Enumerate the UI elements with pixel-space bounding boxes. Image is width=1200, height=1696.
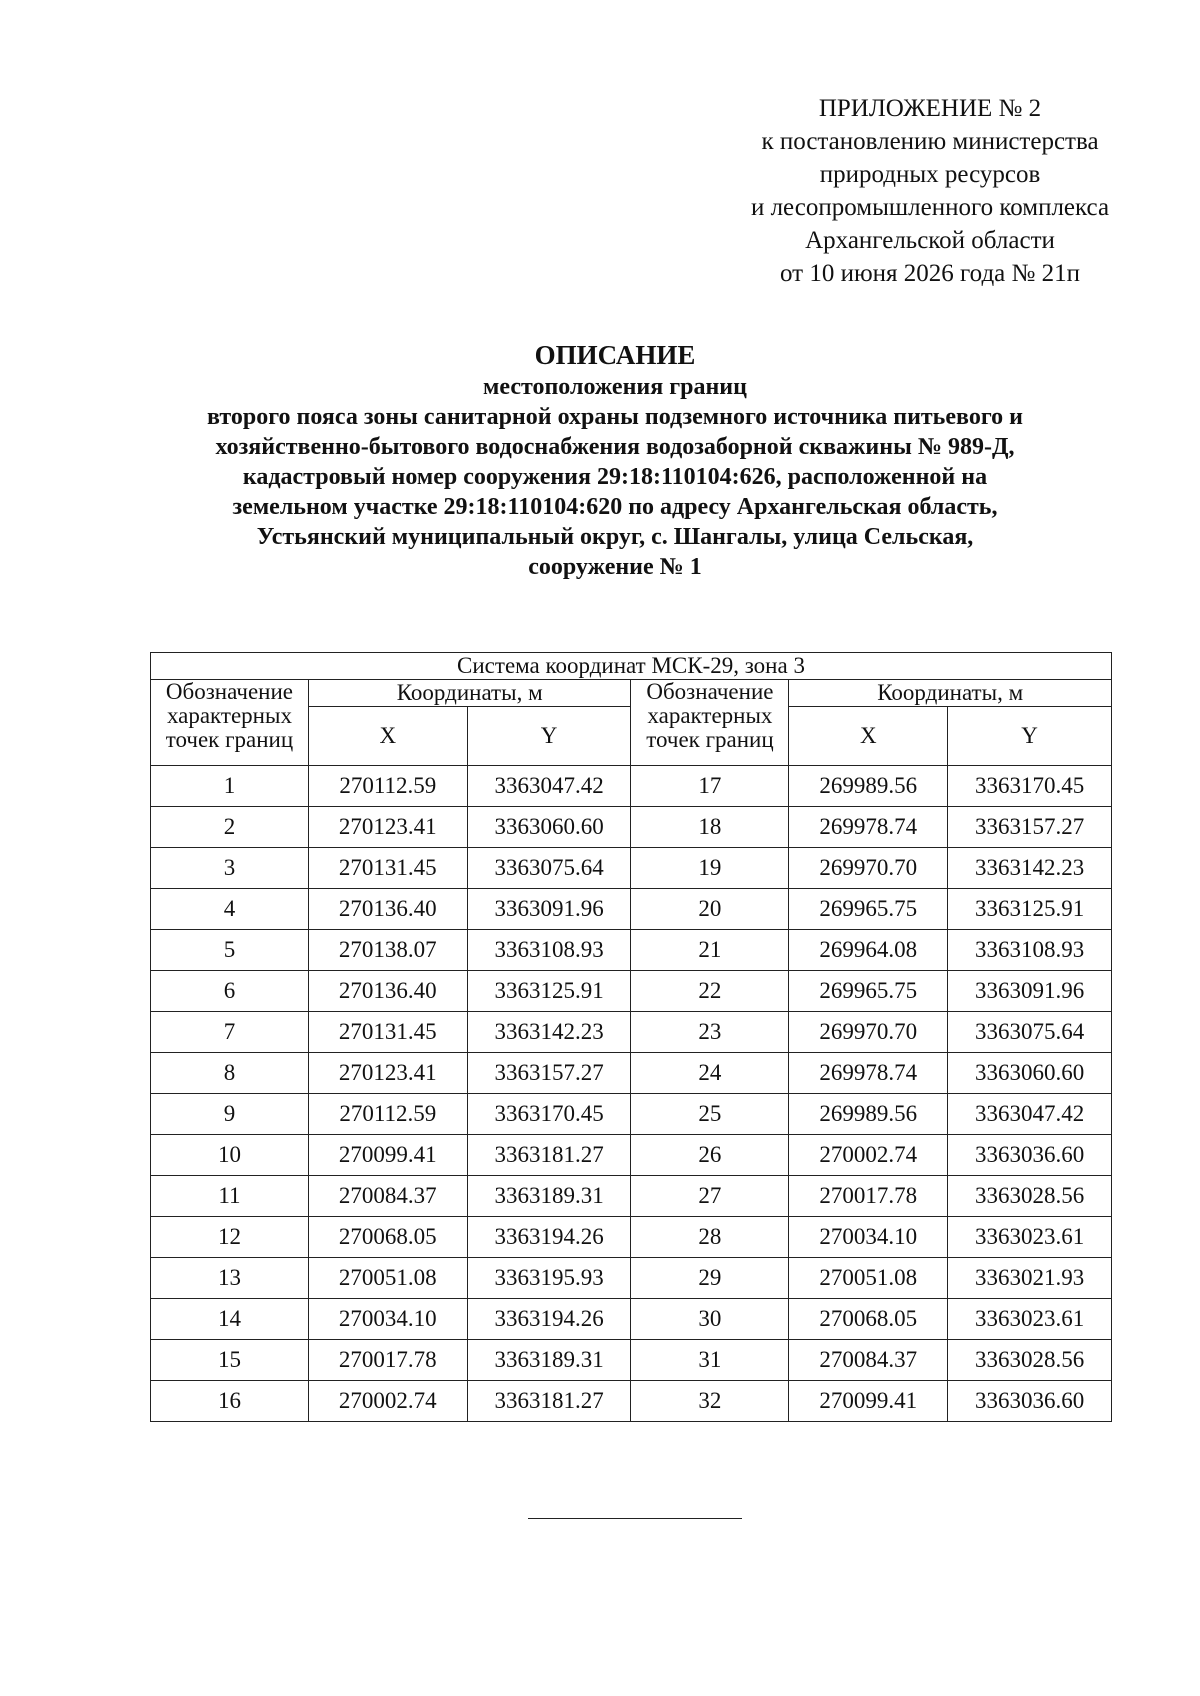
y-coordinate-cell: 3363170.45	[467, 1094, 631, 1135]
x-coordinate-cell: 270112.59	[308, 766, 467, 807]
end-rule	[528, 1518, 742, 1519]
y-coordinate-cell: 3363047.42	[948, 1094, 1112, 1135]
point-header: Обозначение характерных точек границ	[631, 680, 789, 766]
table-row	[151, 807, 1112, 848]
y-coordinate-cell: 3363125.91	[948, 889, 1112, 930]
y-coordinate-cell: 3363142.23	[467, 1012, 631, 1053]
y-coordinate-cell: 3363157.27	[948, 807, 1112, 848]
title-line: сооружение № 1	[528, 554, 702, 580]
x-coordinate-cell: 269965.75	[789, 889, 948, 930]
point-number-cell: 28	[631, 1217, 789, 1258]
point-number-cell: 27	[631, 1176, 789, 1217]
x-coordinate-cell: 269970.70	[789, 848, 948, 889]
y-coordinate-cell: 3363091.96	[948, 971, 1112, 1012]
y-coordinate-cell: 3363108.93	[467, 930, 631, 971]
title-line: второго пояса зоны санитарной охраны подземного источника питьевого и	[207, 404, 1023, 430]
x-coordinate-cell: 270099.41	[789, 1381, 948, 1422]
x-coordinate-cell: 270136.40	[308, 971, 467, 1012]
x-coordinate-cell: 270123.41	[308, 1053, 467, 1094]
point-number-cell: 30	[631, 1299, 789, 1340]
point-number-cell: 6	[151, 971, 309, 1012]
x-coordinate-cell: 270112.59	[308, 1094, 467, 1135]
document-title	[60, 338, 1170, 582]
table-row	[151, 971, 1112, 1012]
point-number-cell: 22	[631, 971, 789, 1012]
y-coordinate-cell: 3363028.56	[948, 1176, 1112, 1217]
point-number-cell: 10	[151, 1135, 309, 1176]
point-number-cell: 15	[151, 1340, 309, 1381]
y-coordinate-cell: 3363047.42	[467, 766, 631, 807]
x-coordinate-cell: 270068.05	[308, 1217, 467, 1258]
x-coordinate-cell: 269970.70	[789, 1012, 948, 1053]
title-line: хозяйственно-бытового водоснабжения водозаборной скважины № 989-Д,	[215, 434, 1015, 460]
point-number-cell: 13	[151, 1258, 309, 1299]
x-header: X	[308, 707, 467, 766]
point-number-cell: 18	[631, 807, 789, 848]
y-coordinate-cell: 3363181.27	[467, 1381, 631, 1422]
x-coordinate-cell: 270099.41	[308, 1135, 467, 1176]
y-coordinate-cell: 3363021.93	[948, 1258, 1112, 1299]
x-coordinate-cell: 269989.56	[789, 1094, 948, 1135]
y-coordinate-cell: 3363189.31	[467, 1176, 631, 1217]
annex-line: от 10 июня 2026 года № 21п	[780, 260, 1080, 287]
point-number-cell: 20	[631, 889, 789, 930]
x-coordinate-cell: 270034.10	[308, 1299, 467, 1340]
point-number-cell: 5	[151, 930, 309, 971]
table-row	[151, 1012, 1112, 1053]
point-number-cell: 12	[151, 1217, 309, 1258]
x-coordinate-cell: 270138.07	[308, 930, 467, 971]
y-coordinate-cell: 3363060.60	[948, 1053, 1112, 1094]
point-number-cell: 32	[631, 1381, 789, 1422]
coordinates-header: Координаты, м	[308, 680, 631, 707]
x-coordinate-cell: 270084.37	[308, 1176, 467, 1217]
table-row	[151, 766, 1112, 807]
x-coordinate-cell: 269989.56	[789, 766, 948, 807]
x-coordinate-cell: 270017.78	[789, 1176, 948, 1217]
annex-line: и лесопромышленного комплекса	[750, 194, 1110, 221]
title-line: местоположения границ	[483, 374, 747, 400]
x-coordinate-cell: 270002.74	[789, 1135, 948, 1176]
x-coordinate-cell: 269964.08	[789, 930, 948, 971]
table-row	[151, 1381, 1112, 1422]
title-line: кадастровый номер сооружения 29:18:110104:626, расположенной на	[242, 464, 988, 490]
y-coordinate-cell: 3363194.26	[467, 1217, 631, 1258]
title-line: Устьянский муниципальный округ, с. Шангалы, улица Сельская,	[256, 524, 974, 550]
point-number-cell: 9	[151, 1094, 309, 1135]
x-coordinate-cell: 270051.08	[789, 1258, 948, 1299]
annex-line: Архангельской области	[805, 227, 1055, 254]
x-coordinate-cell: 270017.78	[308, 1340, 467, 1381]
table-row	[151, 1299, 1112, 1340]
y-coordinate-cell: 3363060.60	[467, 807, 631, 848]
y-coordinate-cell: 3363036.60	[948, 1135, 1112, 1176]
table-row	[151, 1258, 1112, 1299]
annex-block	[690, 92, 1170, 290]
point-number-cell: 17	[631, 766, 789, 807]
table-row	[151, 930, 1112, 971]
point-number-cell: 16	[151, 1381, 309, 1422]
point-number-cell: 4	[151, 889, 309, 930]
coordinates-header: Координаты, м	[789, 680, 1112, 707]
x-coordinate-cell: 270068.05	[789, 1299, 948, 1340]
point-number-cell: 29	[631, 1258, 789, 1299]
point-number-cell: 26	[631, 1135, 789, 1176]
point-number-cell: 31	[631, 1340, 789, 1381]
point-number-cell: 7	[151, 1012, 309, 1053]
y-coordinate-cell: 3363194.26	[467, 1299, 631, 1340]
y-coordinate-cell: 3363195.93	[467, 1258, 631, 1299]
point-number-cell: 3	[151, 848, 309, 889]
x-coordinate-cell: 270084.37	[789, 1340, 948, 1381]
x-coordinate-cell: 269978.74	[789, 1053, 948, 1094]
point-number-cell: 2	[151, 807, 309, 848]
title-main: ОПИСАНИЕ	[534, 340, 696, 370]
table-row	[151, 1135, 1112, 1176]
y-coordinate-cell: 3363108.93	[948, 930, 1112, 971]
y-coordinate-cell: 3363075.64	[948, 1012, 1112, 1053]
point-header: Обозначение характерных точек границ	[151, 680, 309, 766]
point-number-cell: 23	[631, 1012, 789, 1053]
y-coordinate-cell: 3363075.64	[467, 848, 631, 889]
point-number-cell: 14	[151, 1299, 309, 1340]
table-row	[151, 1094, 1112, 1135]
point-number-cell: 19	[631, 848, 789, 889]
x-coordinate-cell: 269978.74	[789, 807, 948, 848]
point-number-cell: 21	[631, 930, 789, 971]
coordinates-table	[150, 652, 1112, 1422]
y-coordinate-cell: 3363157.27	[467, 1053, 631, 1094]
coordinate-system-header: Система координат МСК-29, зона 3	[151, 653, 1112, 680]
y-coordinate-cell: 3363028.56	[948, 1340, 1112, 1381]
annex-line: ПРИЛОЖЕНИЕ № 2	[818, 95, 1042, 122]
y-coordinate-cell: 3363091.96	[467, 889, 631, 930]
point-number-cell: 24	[631, 1053, 789, 1094]
table-row	[151, 1340, 1112, 1381]
point-number-cell: 1	[151, 766, 309, 807]
x-coordinate-cell: 269965.75	[789, 971, 948, 1012]
point-number-cell: 11	[151, 1176, 309, 1217]
x-coordinate-cell: 270131.45	[308, 1012, 467, 1053]
x-coordinate-cell: 270131.45	[308, 848, 467, 889]
x-coordinate-cell: 270051.08	[308, 1258, 467, 1299]
table-row	[151, 848, 1112, 889]
y-coordinate-cell: 3363181.27	[467, 1135, 631, 1176]
table-row	[151, 889, 1112, 930]
annex-line: природных ресурсов	[819, 161, 1041, 188]
x-coordinate-cell: 270002.74	[308, 1381, 467, 1422]
point-number-cell: 25	[631, 1094, 789, 1135]
x-coordinate-cell: 270034.10	[789, 1217, 948, 1258]
y-coordinate-cell: 3363023.61	[948, 1299, 1112, 1340]
x-header: X	[789, 707, 948, 766]
point-number-cell: 8	[151, 1053, 309, 1094]
annex-line: к постановлению министерства	[761, 128, 1099, 155]
y-coordinate-cell: 3363170.45	[948, 766, 1112, 807]
table-row	[151, 1176, 1112, 1217]
y-coordinate-cell: 3363142.23	[948, 848, 1112, 889]
y-coordinate-cell: 3363036.60	[948, 1381, 1112, 1422]
y-coordinate-cell: 3363189.31	[467, 1340, 631, 1381]
title-line: земельном участке 29:18:110104:620 по адресу Архангельская область,	[232, 494, 998, 520]
y-coordinate-cell: 3363125.91	[467, 971, 631, 1012]
table-row	[151, 1217, 1112, 1258]
y-coordinate-cell: 3363023.61	[948, 1217, 1112, 1258]
table-row	[151, 1053, 1112, 1094]
x-coordinate-cell: 270136.40	[308, 889, 467, 930]
x-coordinate-cell: 270123.41	[308, 807, 467, 848]
y-header: Y	[467, 707, 631, 766]
coordinates-body	[151, 766, 1112, 1422]
y-header: Y	[948, 707, 1112, 766]
